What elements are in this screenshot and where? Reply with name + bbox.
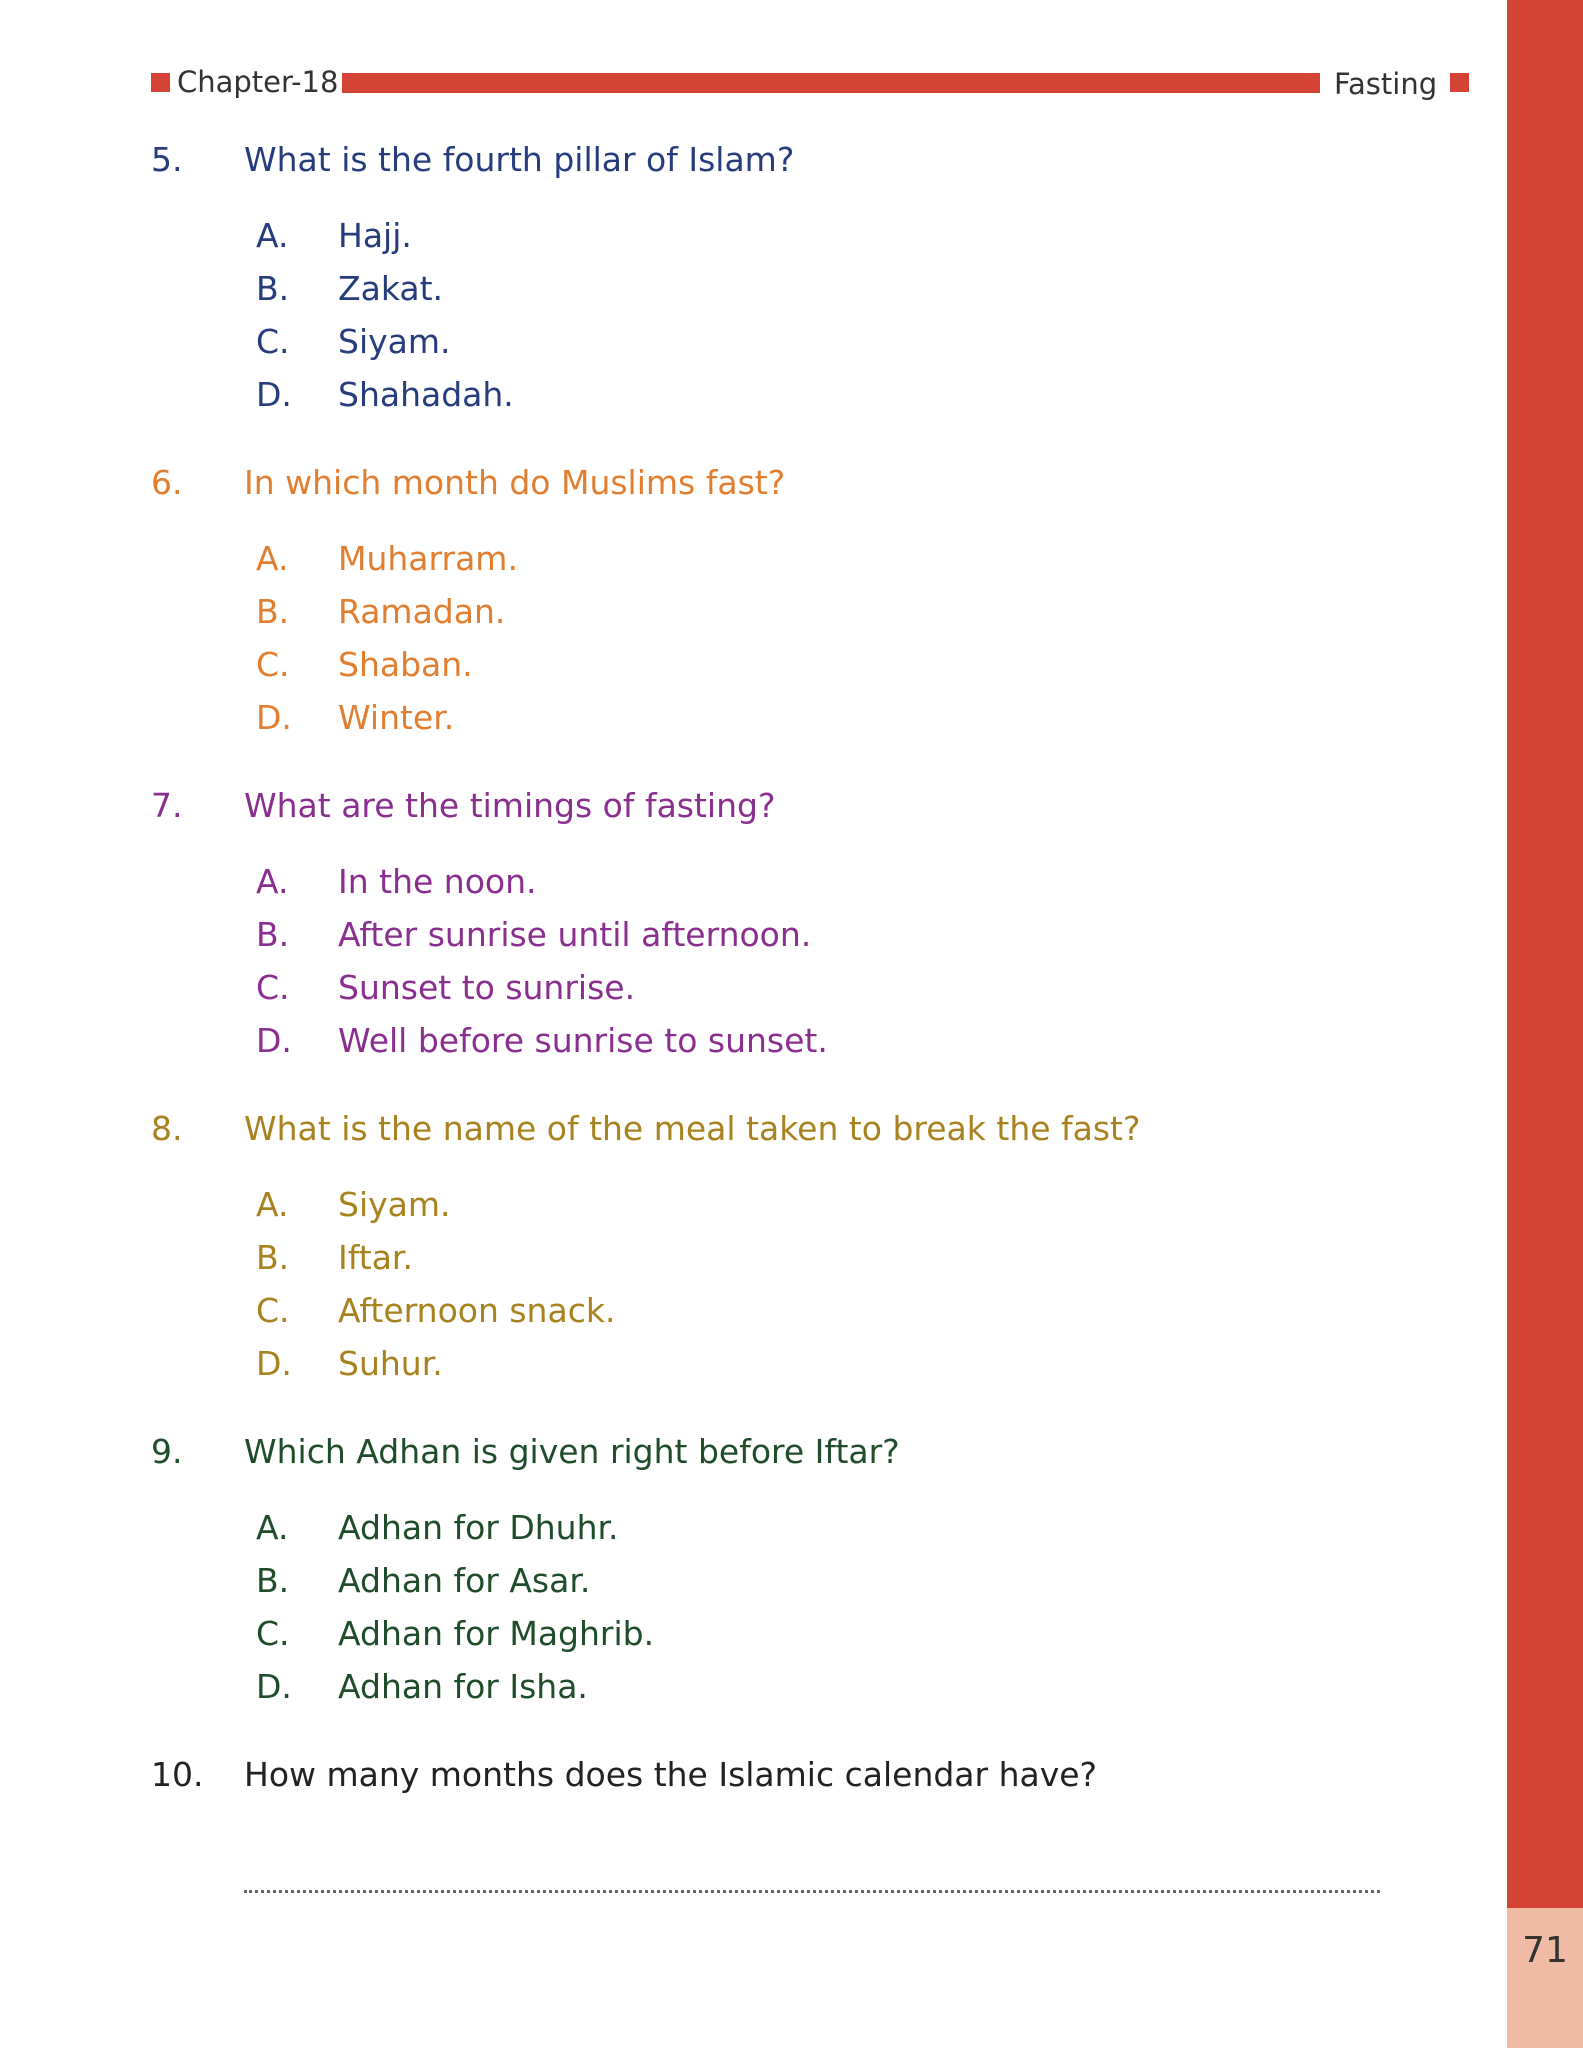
option-letter: B. xyxy=(256,915,290,954)
topic-label: Fasting xyxy=(1334,67,1438,101)
side-color-band xyxy=(1507,0,1583,1908)
header-right-square xyxy=(1450,73,1469,92)
option-letter: B. xyxy=(256,1561,290,1600)
option-text: Iftar. xyxy=(338,1238,413,1277)
option-text: Suhur. xyxy=(338,1344,443,1383)
question-text: How many months does the Islamic calendar have? xyxy=(244,1755,1098,1794)
option-text: Adhan for Maghrib. xyxy=(338,1614,655,1653)
question-text: Which Adhan is given right before Iftar? xyxy=(244,1432,900,1471)
question-number: 8. xyxy=(151,1109,183,1148)
option-text: Well before sunrise to sunset. xyxy=(338,1021,828,1060)
option-text: Shahadah. xyxy=(338,375,514,414)
option-text: Adhan for Asar. xyxy=(338,1561,591,1600)
option-text: Ramadan. xyxy=(338,592,506,631)
option-letter: C. xyxy=(256,1291,290,1330)
option-letter: C. xyxy=(256,645,290,684)
question-number: 9. xyxy=(151,1432,183,1471)
option-text: Hajj. xyxy=(338,216,412,255)
option-text: Adhan for Dhuhr. xyxy=(338,1508,619,1547)
option-letter: B. xyxy=(256,592,290,631)
question-number: 6. xyxy=(151,463,183,502)
option-text: Sunset to sunrise. xyxy=(338,968,636,1007)
option-letter: C. xyxy=(256,968,290,1007)
question-text: What is the fourth pillar of Islam? xyxy=(244,140,795,179)
question-number: 10. xyxy=(151,1755,204,1794)
answer-line[interactable] xyxy=(244,1890,1380,1893)
option-text: After sunrise until afternoon. xyxy=(338,915,812,954)
option-text: Afternoon snack. xyxy=(338,1291,616,1330)
question-number: 5. xyxy=(151,140,183,179)
option-text: Zakat. xyxy=(338,269,444,308)
option-letter: D. xyxy=(256,1344,292,1383)
option-text: Shaban. xyxy=(338,645,473,684)
option-text: Winter. xyxy=(338,698,455,737)
question-text: What are the timings of fasting? xyxy=(244,786,776,825)
option-letter: C. xyxy=(256,322,290,361)
option-letter: D. xyxy=(256,1667,292,1706)
option-letter: A. xyxy=(256,1508,289,1547)
option-letter: A. xyxy=(256,862,289,901)
option-text: Muharram. xyxy=(338,539,518,578)
option-letter: A. xyxy=(256,216,289,255)
header-rule xyxy=(342,73,1320,93)
question-number: 7. xyxy=(151,786,183,825)
option-letter: A. xyxy=(256,1185,289,1224)
option-letter: B. xyxy=(256,1238,290,1277)
chapter-label: Chapter-18 xyxy=(177,65,339,99)
option-text: In the noon. xyxy=(338,862,537,901)
option-letter: D. xyxy=(256,375,292,414)
page-number: 71 xyxy=(1522,1930,1568,1971)
option-letter: C. xyxy=(256,1614,290,1653)
option-text: Siyam. xyxy=(338,322,451,361)
option-letter: B. xyxy=(256,269,290,308)
option-letter: D. xyxy=(256,1021,292,1060)
option-letter: D. xyxy=(256,698,292,737)
question-text: What is the name of the meal taken to break the fast? xyxy=(244,1109,1141,1148)
option-text: Siyam. xyxy=(338,1185,451,1224)
header-left-square xyxy=(151,73,170,92)
option-letter: A. xyxy=(256,539,289,578)
option-text: Adhan for Isha. xyxy=(338,1667,588,1706)
question-text: In which month do Muslims fast? xyxy=(244,463,786,502)
